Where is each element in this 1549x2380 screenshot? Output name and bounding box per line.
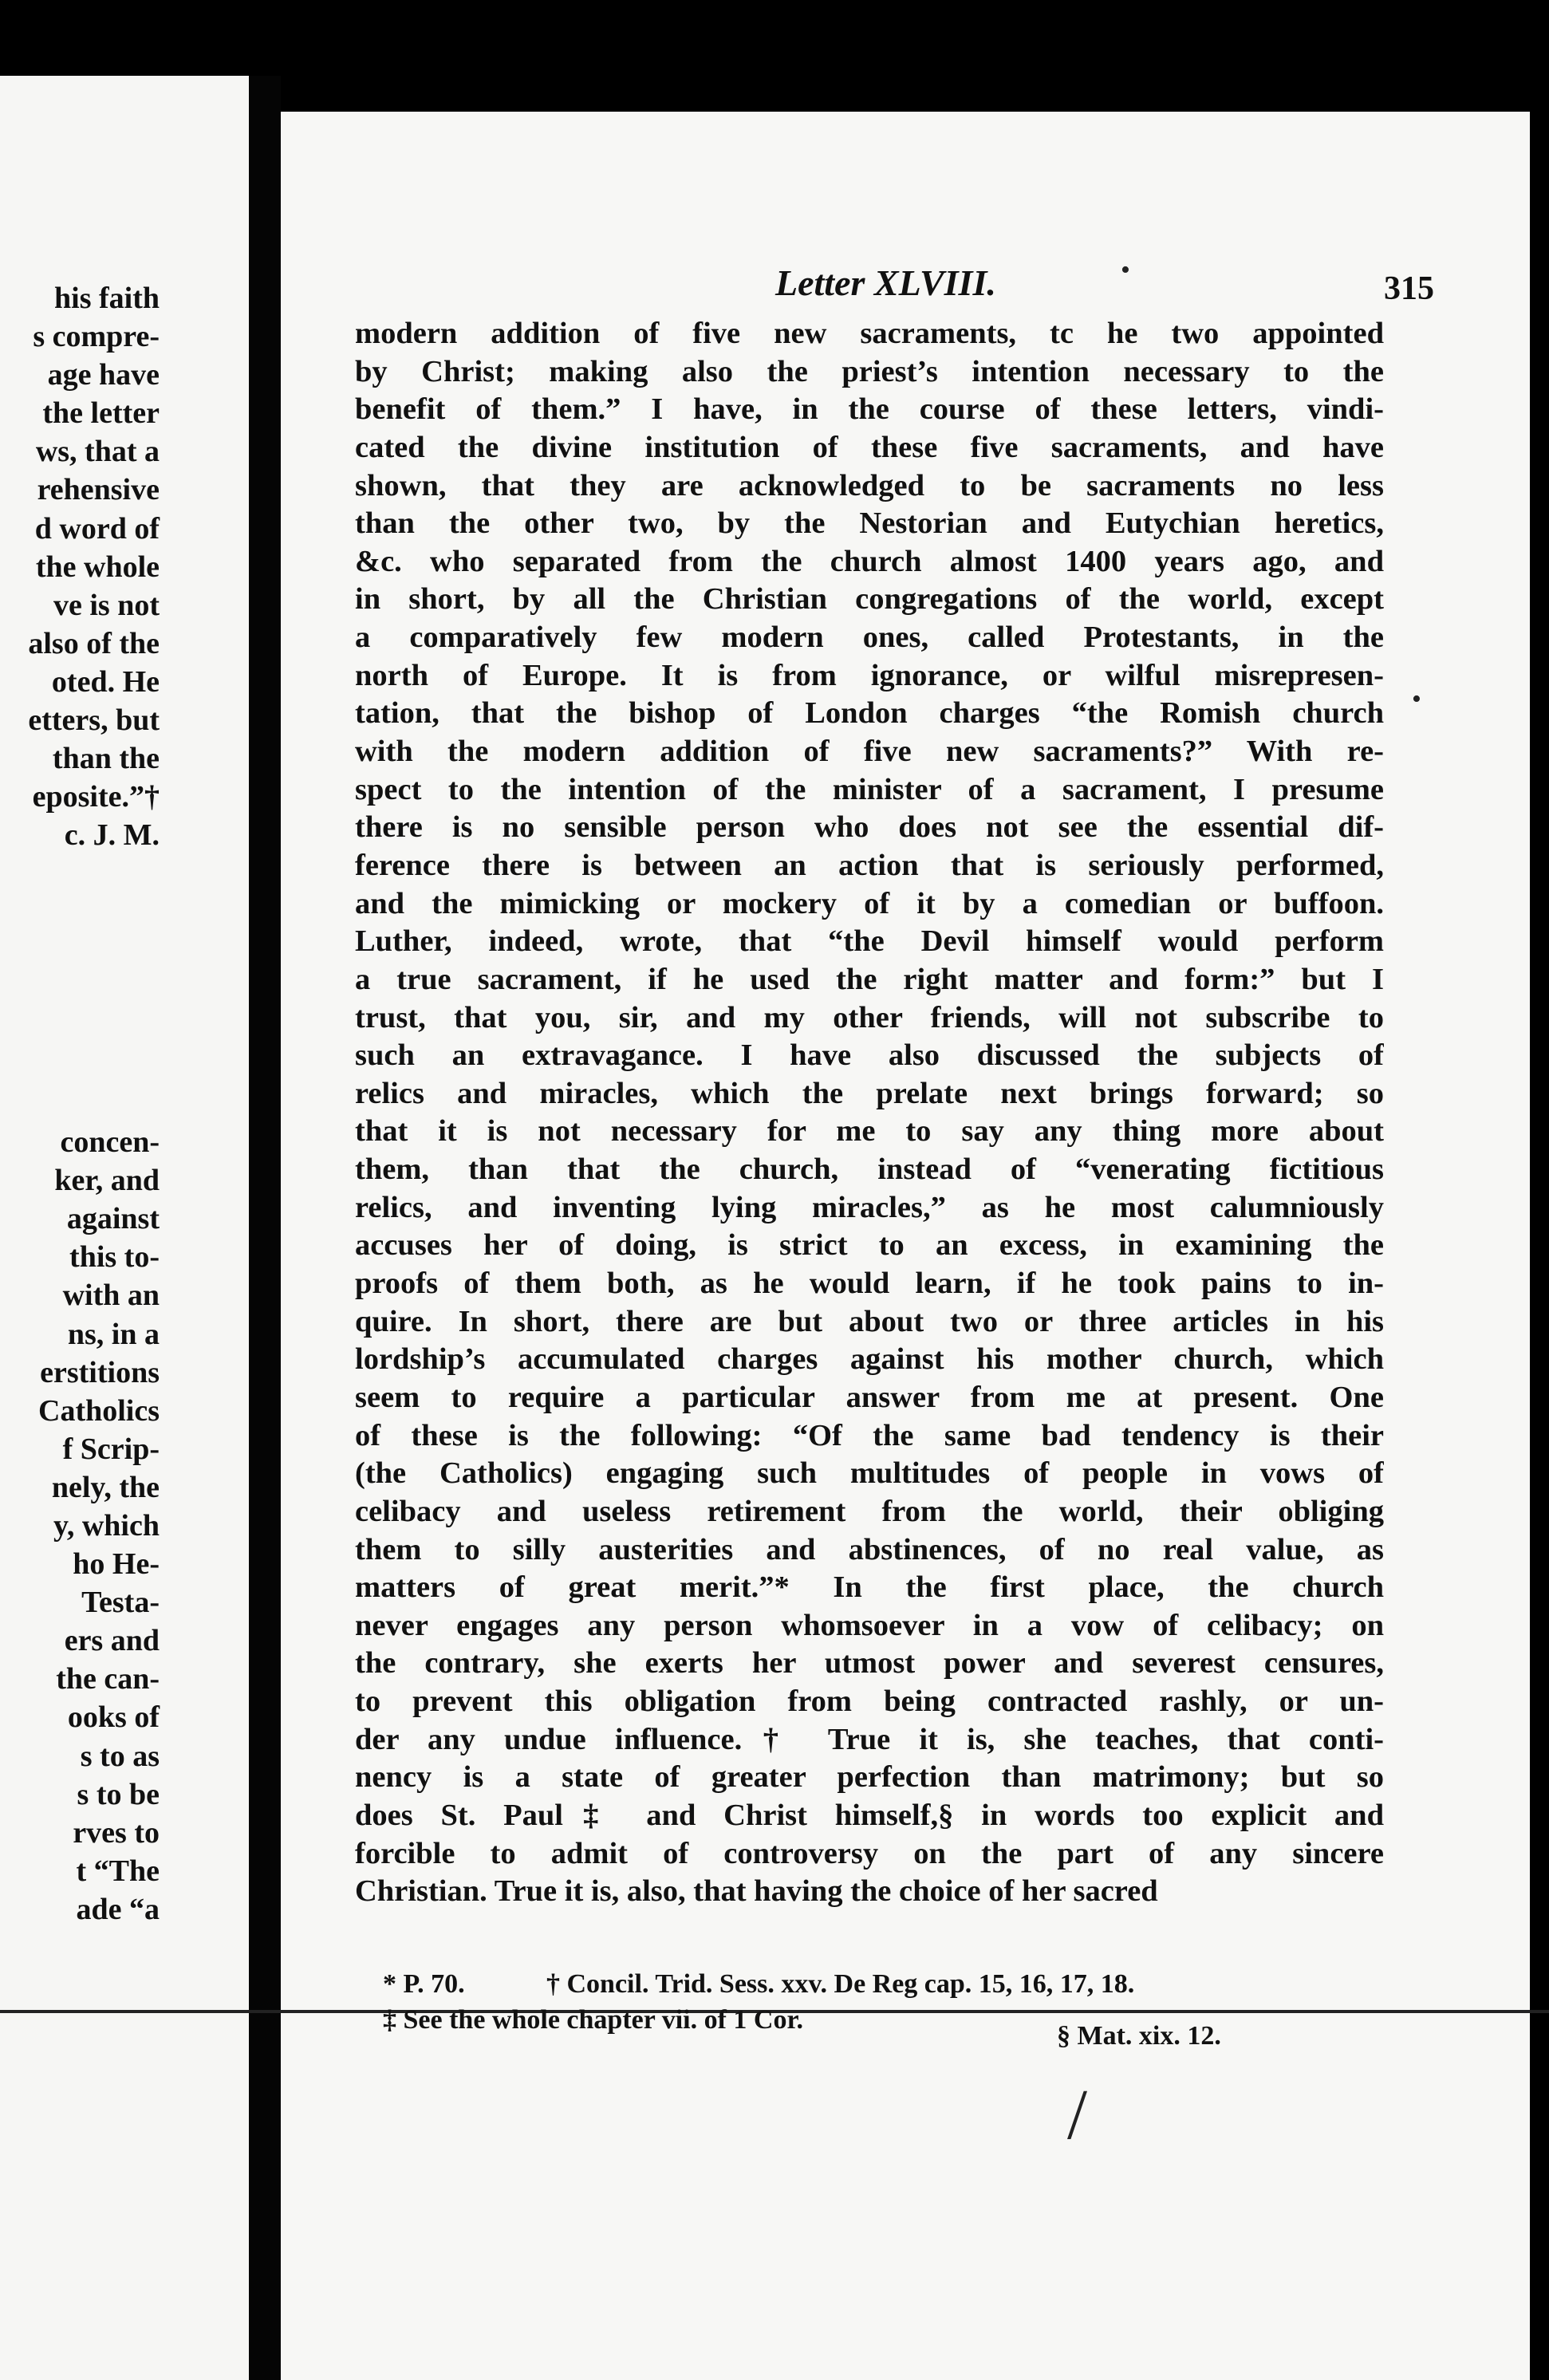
body-line: the contrary, she exerts her utmost power and severest censures,: [355, 1646, 1384, 1681]
footnote-row: [383, 2002, 1380, 2051]
scan-right-edge: [1530, 112, 1549, 2380]
left-page-line: s compre-: [33, 320, 160, 354]
ink-speck: •: [1412, 684, 1421, 714]
body-line: relics and miracles, which the prelate next brings forward; so: [355, 1076, 1384, 1110]
body-line: to prevent this obligation from being contracted rashly, or un-: [355, 1685, 1384, 1719]
left-page-line: ker, and: [54, 1164, 160, 1198]
scan-top-shadow: [0, 0, 1549, 88]
body-line: relics, and inventing lying miracles,” as he most calumniously: [355, 1190, 1384, 1224]
left-page-line: rves to: [73, 1815, 160, 1850]
footnote-4: § Mat. xix. 12.: [1057, 2021, 1221, 2051]
left-page-line: d word of: [34, 511, 160, 546]
left-page-line: age have: [47, 358, 160, 392]
body-text: [355, 315, 1384, 1911]
left-page-line: c. J. M.: [64, 818, 160, 853]
footnote-1: * P. 70.: [383, 1969, 465, 1999]
body-line: celibacy and useless retirement from the world, their obliging: [355, 1494, 1384, 1528]
left-page-line: s to be: [77, 1777, 160, 1811]
body-line: quire. In short, there are but about two or three articles in his: [355, 1304, 1384, 1338]
body-line: with the modern addition of five new sacraments?” With re-: [355, 735, 1384, 769]
left-page-line: s to as: [80, 1739, 160, 1773]
body-line: such an extravagance. I have also discussed the subjects of: [355, 1038, 1384, 1073]
left-page-line: against: [66, 1202, 160, 1236]
body-line: a true sacrament, if he used the right matter and form:” but I: [355, 962, 1384, 996]
body-line: and the mimicking or mockery of it by a comedian or buffoon.: [355, 886, 1384, 920]
left-page-line: f Scrip-: [62, 1432, 160, 1466]
running-title: Letter XLVIII.: [775, 262, 996, 303]
left-page-line: [0, 854, 160, 892]
left-page-line: [0, 1046, 160, 1085]
body-line: them to silly austerities and abstinences, of no real value, as: [355, 1532, 1384, 1566]
body-line: them, than that the church, instead of “venerating fictitious: [355, 1153, 1384, 1187]
body-line: in short, by all the Christian congregations of the world, except: [355, 582, 1384, 617]
left-page-line: ooks of: [67, 1700, 160, 1735]
left-page-line: [0, 1008, 160, 1046]
body-line: of these is the following: “Of the same bad tendency is their: [355, 1418, 1384, 1452]
body-line: cated the divine institution of these five sacraments, and have: [355, 430, 1384, 464]
body-line: north of Europe. It is from ignorance, or wilful misrepresen-: [355, 658, 1384, 692]
left-page-line: erstitions: [40, 1355, 160, 1389]
left-page-line: the letter: [42, 396, 160, 431]
body-line: by Christ; making also the priest’s intention necessary to the: [355, 354, 1384, 388]
body-line: (the Catholics) engaging such multitudes of people in vows of: [355, 1456, 1384, 1491]
left-page-line: rehensive: [37, 473, 160, 507]
left-page-text-column: [0, 279, 160, 1929]
left-page-line: ve is not: [53, 588, 160, 622]
left-page-line: etters, but: [28, 703, 160, 738]
body-line: a comparatively few modern ones, called Protestants, in the: [355, 621, 1384, 655]
body-line: there is no sensible person who does not see the essential dif-: [355, 810, 1384, 845]
body-line: lordship’s accumulated charges against his mother church, which: [355, 1342, 1384, 1377]
left-page-line: y, which: [53, 1509, 160, 1543]
body-line: Christian. True it is, also, that having the choice of her sacred: [355, 1874, 1158, 1909]
body-line: seem to require a particular answer from me at present. One: [355, 1380, 1384, 1414]
left-page-line: eposite.”†: [32, 780, 160, 814]
left-page-line: the whole: [35, 550, 160, 584]
left-page-line: ers and: [64, 1624, 160, 1658]
footnotes: [383, 1966, 1380, 2051]
left-page-line: the can-: [56, 1662, 160, 1696]
pen-stroke-mark: /: [1067, 2075, 1088, 2154]
left-page-line: ho He-: [73, 1547, 160, 1582]
body-line: than the other two, by the Nestorian and Eutychian heretics,: [355, 506, 1384, 541]
body-line: accuses her of doing, is strict to an excess, in examining the: [355, 1228, 1384, 1263]
body-line: that it is not necessary for me to say any thing more about: [355, 1114, 1384, 1149]
left-page-line: also of the: [28, 626, 160, 660]
left-page: [0, 76, 249, 2380]
ink-speck: •: [1121, 255, 1130, 285]
book-gutter: [249, 76, 281, 2380]
left-page-line: [0, 970, 160, 1008]
left-page-line: than the: [52, 742, 160, 776]
left-page-line: ws, that a: [35, 435, 160, 469]
footnote-row: [383, 1966, 1380, 2002]
left-page-line: oted. He: [51, 664, 160, 699]
left-page-line: nely, the: [51, 1470, 160, 1504]
body-line: proofs of them both, as he would learn, if he took pains to in-: [355, 1267, 1384, 1301]
left-page-line: ade “a: [76, 1892, 160, 1926]
body-line: trust, that you, sir, and my other friends, will not subscribe to: [355, 1000, 1384, 1034]
left-page-line: ns, in a: [67, 1317, 160, 1351]
page-header: [281, 255, 1530, 307]
left-page-line: [0, 1085, 160, 1123]
left-page-line: Catholics: [38, 1393, 160, 1428]
left-page-line: concen-: [60, 1125, 160, 1160]
body-line: spect to the intention of the minister of a sacrament, I presume: [355, 772, 1384, 806]
left-page-line: [0, 893, 160, 932]
body-line: benefit of them.” I have, in the course of these letters, vindi-: [355, 392, 1384, 427]
body-line: ference there is between an action that is seriously performed,: [355, 848, 1384, 882]
footnote-2: † Concil. Trid. Sess. xxv. De Reg cap. 15, 16, 17, 18.: [546, 1969, 1135, 1999]
body-line: tation, that the bishop of London charges “the Romish church: [355, 696, 1384, 731]
body-line: never engages any person whomsoever in a vow of celibacy; on: [355, 1608, 1384, 1642]
page-number: 315: [1384, 270, 1434, 307]
left-page-line: [0, 932, 160, 970]
body-line: &c. who separated from the church almost 1400 years ago, and: [355, 544, 1384, 578]
left-page-line: this to-: [69, 1240, 160, 1275]
left-page-line: t “The: [76, 1854, 160, 1888]
body-line: nency is a state of greater perfection than matrimony; but so: [355, 1760, 1384, 1795]
left-page-line: with an: [62, 1279, 160, 1313]
body-line: modern addition of five new sacraments, tc he two appointed: [355, 317, 1384, 350]
left-page-line: his faith: [54, 282, 160, 315]
left-page-line: Testa-: [81, 1586, 160, 1620]
footnote-3: ‡ See the whole chapter vii. of 1 Cor.: [383, 2005, 803, 2035]
body-line: matters of great merit.”* In the first place, the church: [355, 1570, 1384, 1605]
body-line: shown, that they are acknowledged to be sacraments no less: [355, 468, 1384, 502]
body-line: der any undue influence.† True it is, she teaches, that conti-: [355, 1722, 1384, 1756]
body-line: forcible to admit of controversy on the part of any sincere: [355, 1836, 1384, 1870]
body-line: does St. Paul‡ and Christ himself,§ in words too explicit and: [355, 1798, 1384, 1832]
body-line: Luther, indeed, wrote, that “the Devil himself would perform: [355, 924, 1384, 959]
